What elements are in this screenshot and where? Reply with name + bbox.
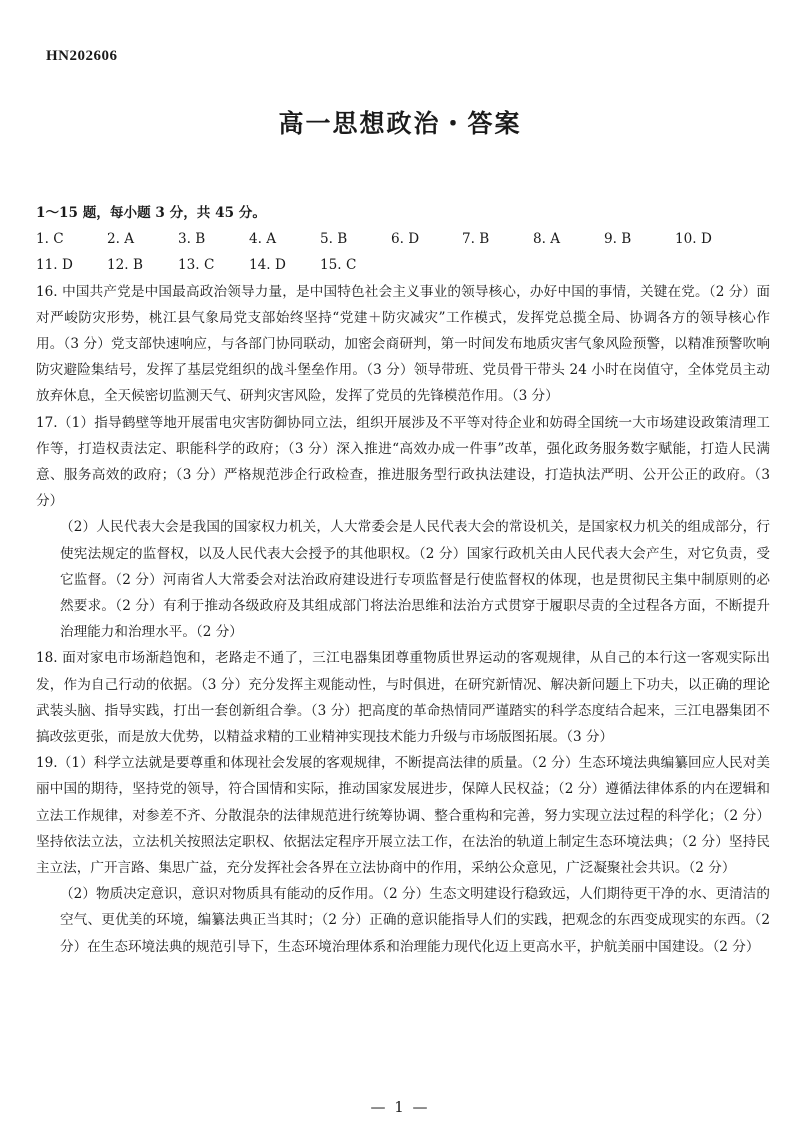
mc-answer: 10. D — [675, 231, 712, 248]
mc-answer: 2. A — [107, 231, 135, 248]
mc-answer: 12. B — [107, 257, 143, 274]
answer-content — [36, 200, 770, 960]
answer-q19-part1: 19.（1）科学立法就是要尊重和体现社会发展的客观规律，不断提高法律的质量。（2 分）生态环境法典编纂回应人民对美丽中国的期待，坚持党的领导，符合国情和实际，推动国家发展进步，保障人民权益；（2 分）遵循法律体系的内在逻辑和立法工作规律，对参差不齐、分散混杂的法律规范进行统筹协调、整合重构和完善，努力实现立法过程的科学化；（2 分）坚持依法立法，立法机关按照法定职权、依据法定程序开展立法工作，在法治的轨道上制定生态环境法典；（2 分）坚持民主立法，广开言路、集思广益，充分发挥社会各界在立法协商中的作用，采纳公众意见，广泛凝聚社会共识。（2 分） — [36, 755, 770, 877]
mc-instruction: 1～15 题，每小题 3 分，共 45 分。 — [36, 205, 266, 221]
mc-answer: 11. D — [36, 257, 73, 274]
answer-q18: 18. 面对家电市场渐趋饱和，老路走不通了，三江电器集团尊重物质世界运动的客观规律，从自己的本行这一客观实际出发，作为自己行动的依据。（3 分）充分发挥主观能动性，与时俱进，在研究新情况、解决新问题上下功夫，以正确的理论武装头脑、指导实践，打出一套创新组合拳。（3 分）把高度的革命热情同严谨踏实的科学态度结合起来，三江电器集团不搞改弦更张，而是放大优势，以精益求精的工业精神实现技术能力升级与市场版图拓展。（3 分） — [36, 650, 770, 746]
document-code: HN202606 — [46, 48, 118, 64]
answer-q17-part1: 17.（1）指导鹤壁等地开展雷电灾害防御协同立法，组织开展涉及不平等对待企业和妨碍全国统一大市场建设政策清理工作等，打造权责法定、职能科学的政府；（3 分）深入推进“高效办成一件事”改革，强化政务服务数字赋能，打造人民满意、服务高效的政府；（3 分）严格规范涉企行政检查，推进服务型行政执法建设，打造执法严明、公开公正的政府。（3 分） — [36, 414, 770, 510]
mc-answers-row-2 — [36, 252, 770, 278]
mc-answer: 3. B — [178, 231, 206, 248]
mc-answer: 5. B — [320, 231, 348, 248]
answer-q16: 16. 中国共产党是中国最高政治领导力量，是中国特色社会主义事业的领导核心，办好中国的事情，关键在党。（2 分）面对严峻防灾形势，桃江县气象局党支部始终坚持“党建＋防灾减灾”工作模式，发挥党总揽全局、协调各方的领导核心作用。（3 分）党支部快速响应，与各部门协同联动，加密会商研判，第一时间发布地质灾害气象风险预警，以精准预警吹响防灾避险集结号，发挥了基层党组织的战斗堡垒作用。（3 分）领导带班、党员骨干带头 24 小时在岗值守，全体党员主动放弃休息，全天候密切监测天气、研判灾害风险，发挥了党员的先锋模范作用。（3 分） — [36, 283, 770, 405]
mc-answer: 6. D — [391, 231, 420, 248]
page-number: — 1 — — [370, 1098, 430, 1116]
mc-answer: 15. C — [320, 257, 357, 274]
mc-answer: 8. A — [533, 231, 561, 248]
mc-answer: 1. C — [36, 231, 64, 248]
page-title: 高一思想政治・答案 — [278, 109, 522, 138]
mc-answer: 7. B — [462, 231, 490, 248]
mc-answers-row-1 — [36, 226, 770, 252]
mc-answer: 9. B — [604, 231, 632, 248]
answer-q19-part2: （2）物质决定意识，意识对物质具有能动的反作用。（2 分）生态文明建设行稳致远，人们期待更干净的水、更清洁的空气、更优美的环境，编纂法典正当其时；（2 分）正确的意识能指导人们的实践，把观念的东西变成现实的东西。（2 分）在生态环境法典的规范引导下，生态环境治理体系和治理能力现代化迈上更高水平，护航美丽中国建设。（2 分） — [60, 886, 770, 955]
mc-answer: 13. C — [178, 257, 215, 274]
mc-answer: 14. D — [249, 257, 286, 274]
answer-q17-part2: （2）人民代表大会是我国的国家权力机关，人大常委会是人民代表大会的常设机关，是国家权力机关的组成部分，行使宪法规定的监督权，以及人民代表大会授予的其他职权。（2 分）国家行政机关由人民代表大会产生，对它负责，受它监督。（2 分）河南省人大常委会对法治政府建设进行专项监督是行使监督权的体现，也是贯彻民主集中制原则的必然要求。（2 分）有利于推动各级政府及其组成部门将法治思维和法治方式贯穿于履职尽责的全过程各方面，不断提升治理能力和治理水平。（2 分） — [60, 519, 770, 641]
mc-answer: 4. A — [249, 231, 277, 248]
